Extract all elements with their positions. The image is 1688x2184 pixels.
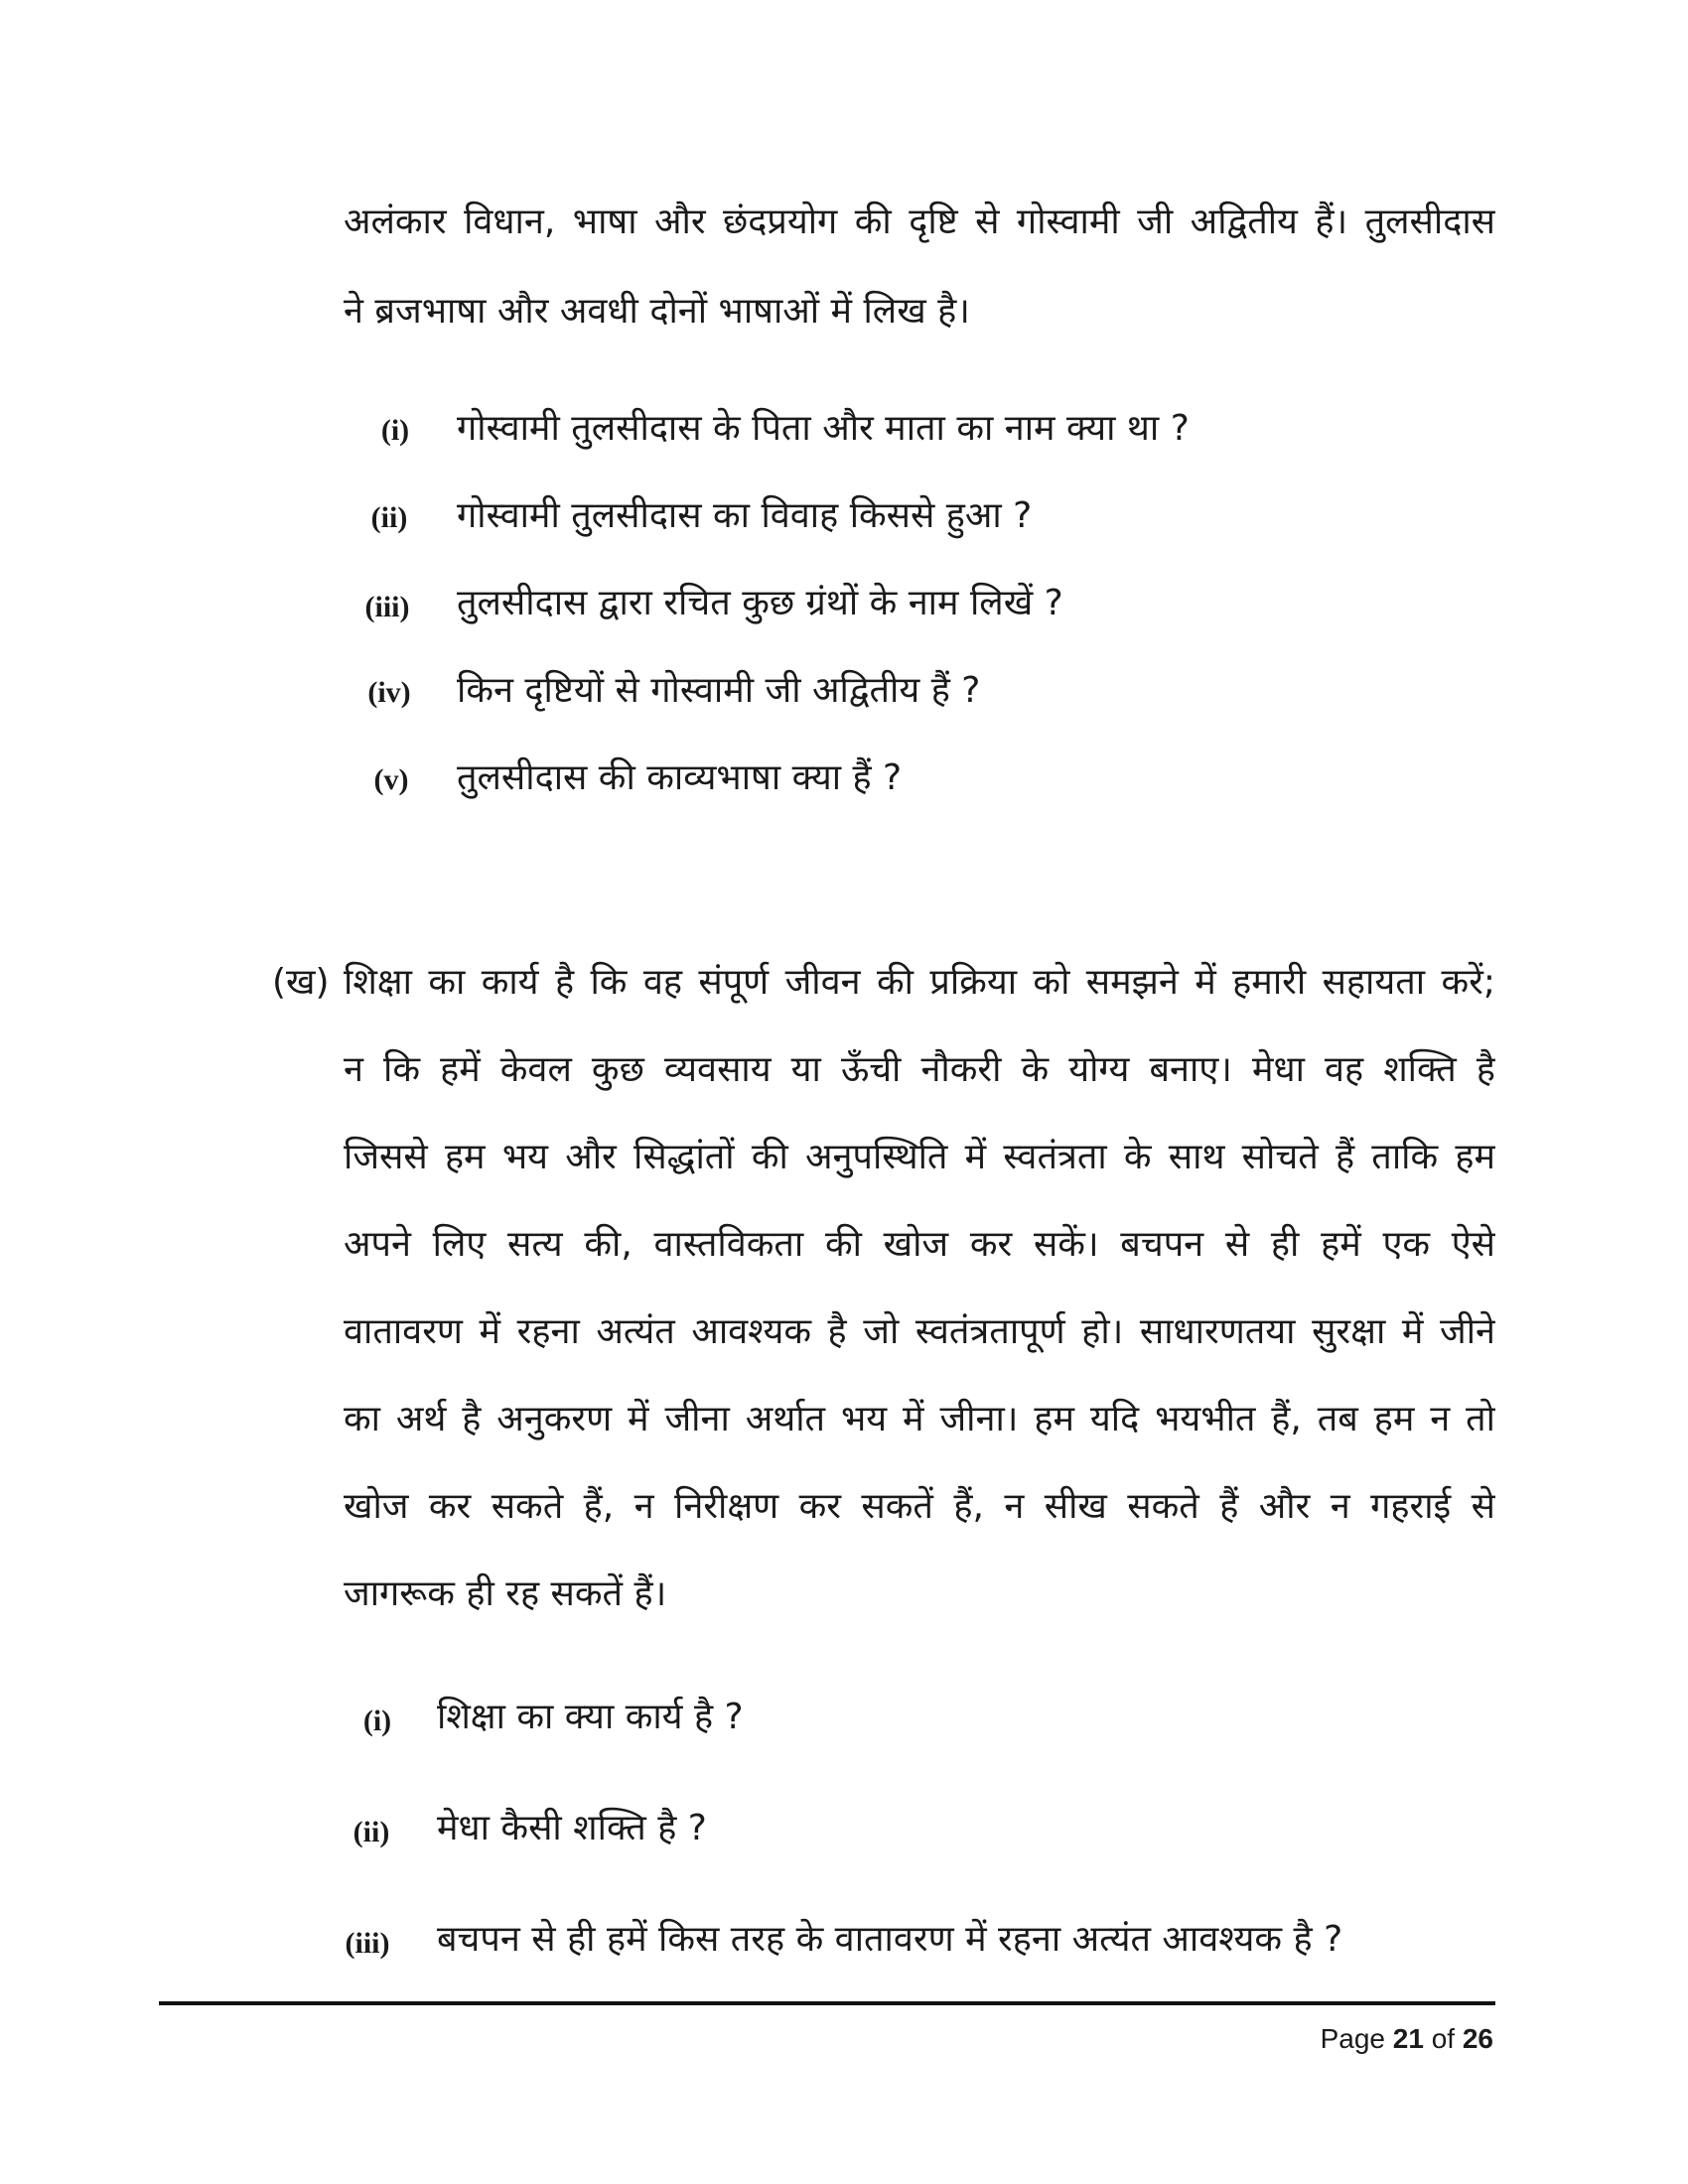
- of-word: of: [1431, 2023, 1456, 2054]
- question-a-3-number: (iii): [364, 591, 410, 623]
- question-a-2-text: गोस्वामी तुलसीदास का विवाह किससे हुआ ?: [457, 495, 1033, 536]
- passage-b-line-3: जिससे हम भय और सिद्धांतों की अनुपस्थिति में स्वतंत्रता के साथ सोचते हैं ताकि हम: [344, 1137, 1495, 1177]
- question-b-2-number: (ii): [352, 1816, 390, 1848]
- question-b-3-number: (iii): [345, 1927, 390, 1960]
- passage-a-line-1: अलंकार विधान, भाषा और छंदप्रयोग की दृष्टि से गोस्वामी जी अद्वितीय हैं। तुलसीदास: [344, 202, 1495, 242]
- question-a-1-number: (i): [380, 414, 410, 447]
- passage-b-line-7: खोज कर सकते हैं, न निरीक्षण कर सकतें हैं, न सीख सकते हैं और न गहराई से: [344, 1486, 1495, 1527]
- page-number: 21: [1392, 2023, 1424, 2054]
- question-b-1-number: (i): [362, 1705, 392, 1737]
- page-word: Page: [1320, 2023, 1385, 2054]
- passage-b-line-4: अपने लिए सत्य की, वास्तविकता की खोज कर सकें। बचपन से ही हमें एक ऐसे: [344, 1224, 1495, 1265]
- question-a-5-number: (v): [373, 763, 409, 796]
- passage-b-line-2: न कि हमें केवल कुछ व्यवसाय या ऊँची नौकरी के योग्य बनाए। मेधा वह शक्ति है: [344, 1049, 1495, 1090]
- passage-b-line-8: जागरूक ही रह सकतें हैं।: [344, 1573, 667, 1614]
- question-a-3-text: तुलसीदास द्वारा रचित कुछ ग्रंथों के नाम लिखें ?: [457, 583, 1063, 623]
- question-a-4-text: किन दृष्टियों से गोस्वामी जी अद्वितीय हैं ?: [457, 670, 981, 711]
- passage-b-line-5: वातावरण में रहना अत्यंत आवश्यक है जो स्वतंत्रतापूर्ण हो। साधारणतया सुरक्षा में जीने: [344, 1311, 1495, 1352]
- passage-a-line-2: ने ब्रजभाषा और अवधी दोनों भाषाओं में लिख है।: [344, 291, 970, 332]
- passage-b-line-6: का अर्थ है अनुकरण में जीना अर्थात भय में जीना। हम यदि भयभीत हैं, तब हम न तो: [344, 1399, 1495, 1439]
- passage-b-line-1: शिक्षा का कार्य है कि वह संपूर्ण जीवन की प्रक्रिया को समझने में हमारी सहायता करें;: [344, 962, 1495, 1003]
- question-a-1-text: गोस्वामी तुलसीदास के पिता और माता का नाम क्या था ?: [457, 408, 1190, 449]
- page-footer: [1321, 2021, 1493, 2057]
- question-a-2-number: (ii): [370, 501, 408, 534]
- passage-b-marker: (ख): [272, 962, 330, 1003]
- question-a-5-text: तुलसीदास की काव्यभाषा क्या हैं ?: [457, 757, 903, 798]
- total-pages: 26: [1462, 2023, 1493, 2054]
- question-b-3-text: बचपन से ही हमें किस तरह के वातावरण में रहना अत्यंत आवश्यक है ?: [437, 1919, 1343, 1960]
- question-b-1-text: शिक्षा का क्या कार्य है ?: [437, 1697, 744, 1737]
- question-b-2-text: मेधा कैसी शक्ति है ?: [437, 1808, 707, 1848]
- question-a-4-number: (iv): [367, 676, 411, 709]
- footer-rule: [159, 2001, 1495, 2005]
